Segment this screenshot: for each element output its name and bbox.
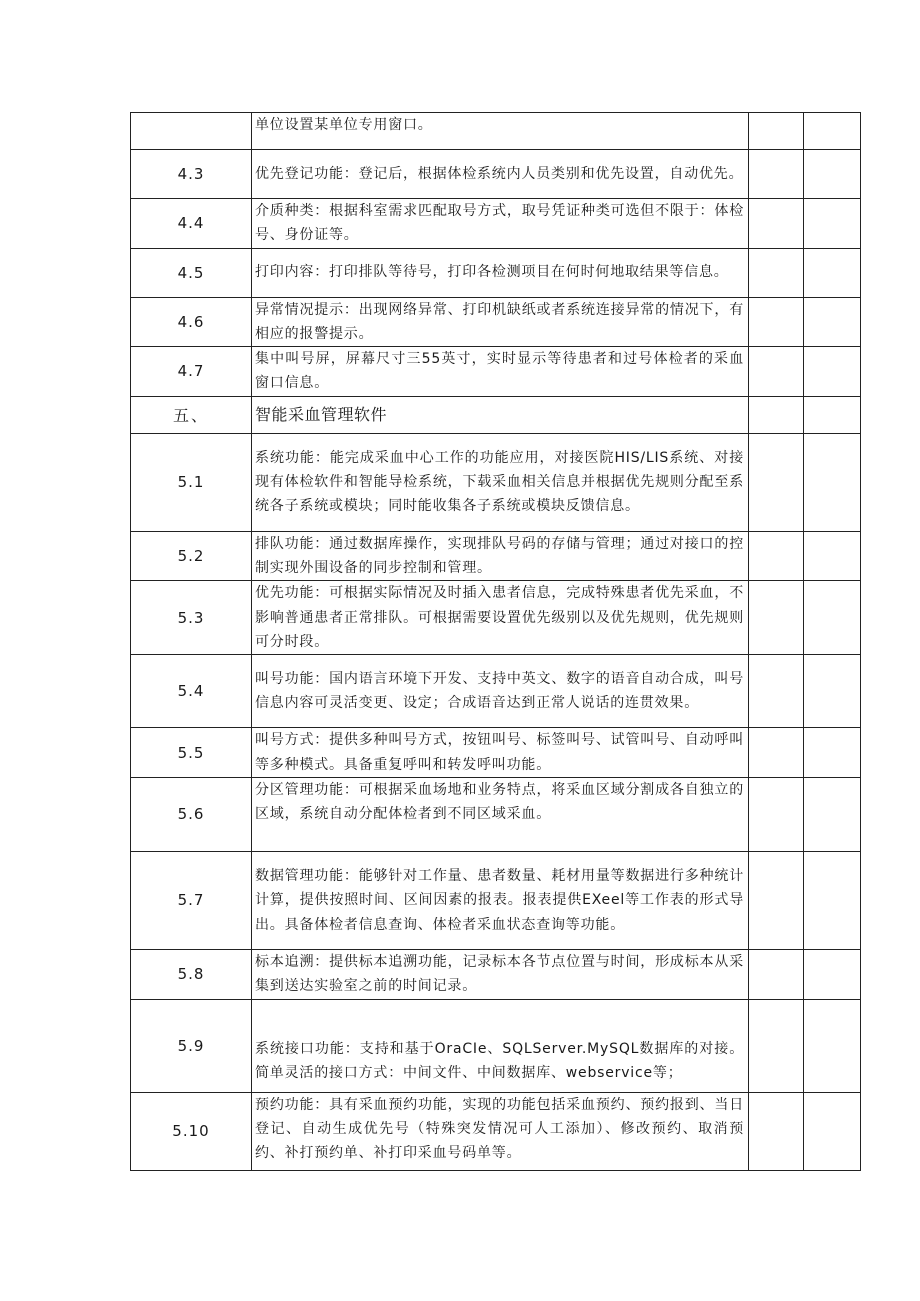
item-description: 优先登记功能：登记后，根据体检系统内人员类别和优先设置，自动优先。: [252, 150, 749, 199]
item-description: 叫号方式：提供多种叫号方式，按钮叫号、标签叫号、试管叫号、自动呼叫等多种模式。具备重复呼叫和转发呼叫功能。: [252, 728, 749, 778]
item-number: 5.7: [131, 851, 252, 949]
empty-cell: [749, 396, 804, 433]
empty-cell: [749, 728, 804, 778]
section-number: 五、: [131, 396, 252, 433]
empty-cell: [749, 949, 804, 999]
item-description: 分区管理功能：可根据采血场地和业务特点，将采血区域分割成各自独立的区域，系统自动分配体检者到不同区域采血。: [252, 777, 749, 851]
empty-cell: [749, 1092, 804, 1170]
requirements-table: [130, 112, 861, 1171]
item-description: 介质种类：根据科室需求匹配取号方式，取号凭证种类可选但不限于：体检号、身份证等。: [252, 199, 749, 249]
item-number: 5.9: [131, 999, 252, 1092]
empty-cell: [749, 655, 804, 728]
item-number: 5.1: [131, 433, 252, 531]
empty-cell: [804, 1092, 861, 1170]
empty-cell: [804, 248, 861, 297]
item-number: 5.6: [131, 777, 252, 851]
item-number: 5.8: [131, 949, 252, 999]
item-description: 系统功能：能完成采血中心工作的功能应用，对接医院HIS/LIS系统、对接现有体检软件和智能导检系统，下载采血相关信息并根据优先规则分配至系统各子系统或模块；同时能收集各子系统或模块反馈信息。: [252, 433, 749, 531]
table-row: [131, 531, 861, 581]
empty-cell: [804, 297, 861, 347]
item-number: 4.3: [131, 150, 252, 199]
item-number: 5.4: [131, 655, 252, 728]
empty-cell: [749, 581, 804, 655]
empty-cell: [749, 297, 804, 347]
table-row: [131, 1092, 861, 1170]
item-number: 4.6: [131, 297, 252, 347]
table-row: [131, 113, 861, 150]
table-row: [131, 949, 861, 999]
empty-cell: [749, 248, 804, 297]
section-row: [131, 396, 861, 433]
empty-cell: [804, 949, 861, 999]
empty-cell: [804, 150, 861, 199]
empty-cell: [804, 581, 861, 655]
empty-cell: [804, 851, 861, 949]
empty-cell: [804, 433, 861, 531]
empty-cell: [804, 531, 861, 581]
item-description: 集中叫号屏，屏幕尺寸三55英寸，实时显示等待患者和过号体检者的采血窗口信息。: [252, 347, 749, 397]
table-row: [131, 150, 861, 199]
item-description: 叫号功能：国内语言环境下开发、支持中英文、数字的语音自动合成，叫号信息内容可灵活变更、设定；合成语音达到正常人说话的连贯效果。: [252, 655, 749, 728]
item-number: 4.4: [131, 199, 252, 249]
item-number: 5.3: [131, 581, 252, 655]
item-description: 预约功能：具有采血预约功能，实现的功能包括采血预约、预约报到、当日登记、自动生成优先号（特殊突发情况可人工添加）、修改预约、取消预约、补打预约单、补打印采血号码单等。: [252, 1092, 749, 1170]
item-number: 5.5: [131, 728, 252, 778]
table-row: [131, 347, 861, 397]
empty-cell: [804, 655, 861, 728]
empty-cell: [804, 347, 861, 397]
item-number: 4.7: [131, 347, 252, 397]
table-row: [131, 655, 861, 728]
table-row: [131, 199, 861, 249]
empty-cell: [749, 150, 804, 199]
section-title: 智能采血管理软件: [252, 396, 749, 433]
empty-cell: [804, 777, 861, 851]
empty-cell: [749, 851, 804, 949]
item-description: 排队功能：通过数据库操作，实现排队号码的存储与管理；通过对接口的控制实现外围设备的同步控制和管理。: [252, 531, 749, 581]
item-description: 异常情况提示：出现网络异常、打印机缺纸或者系统连接异常的情况下，有相应的报警提示。: [252, 297, 749, 347]
item-description: 单位设置某单位专用窗口。: [252, 113, 749, 150]
empty-cell: [749, 347, 804, 397]
item-description: 标本追溯：提供标本追溯功能，记录标本各节点位置与时间，形成标本从采集到送达实验室之前的时间记录。: [252, 949, 749, 999]
item-number: 5.10: [131, 1092, 252, 1170]
table-row: [131, 999, 861, 1092]
table-row: [131, 297, 861, 347]
empty-cell: [749, 433, 804, 531]
item-description: 数据管理功能：能够针对工作量、患者数量、耗材用量等数据进行多种统计计算，提供按照时间、区间因素的报表。报表提供EXeel等工作表的形式导出。具备体检者信息查询、体检者采血状态查询等功能。: [252, 851, 749, 949]
empty-cell: [749, 999, 804, 1092]
empty-cell: [804, 396, 861, 433]
table-row: [131, 851, 861, 949]
item-description: 系统接口功能：支持和基于OraCIe、SQLServer.MySQL数据库的对接。简单灵活的接口方式：中间文件、中间数据库、webservice等；: [252, 999, 749, 1092]
empty-cell: [804, 728, 861, 778]
empty-cell: [749, 113, 804, 150]
table-row: [131, 581, 861, 655]
table-row: [131, 433, 861, 531]
empty-cell: [749, 199, 804, 249]
item-number: 5.2: [131, 531, 252, 581]
item-number: 4.5: [131, 248, 252, 297]
empty-cell: [749, 777, 804, 851]
table-row: [131, 728, 861, 778]
empty-cell: [804, 113, 861, 150]
empty-cell: [749, 531, 804, 581]
table-row: [131, 777, 861, 851]
empty-cell: [804, 199, 861, 249]
item-description: 优先功能：可根据实际情况及时插入患者信息，完成特殊患者优先采血，不影响普通患者正常排队。可根据需要设置优先级别以及优先规则，优先规则可分时段。: [252, 581, 749, 655]
empty-cell: [804, 999, 861, 1092]
item-description: 打印内容：打印排队等待号，打印各检测项目在何时何地取结果等信息。: [252, 248, 749, 297]
item-number: [131, 113, 252, 150]
table-row: [131, 248, 861, 297]
